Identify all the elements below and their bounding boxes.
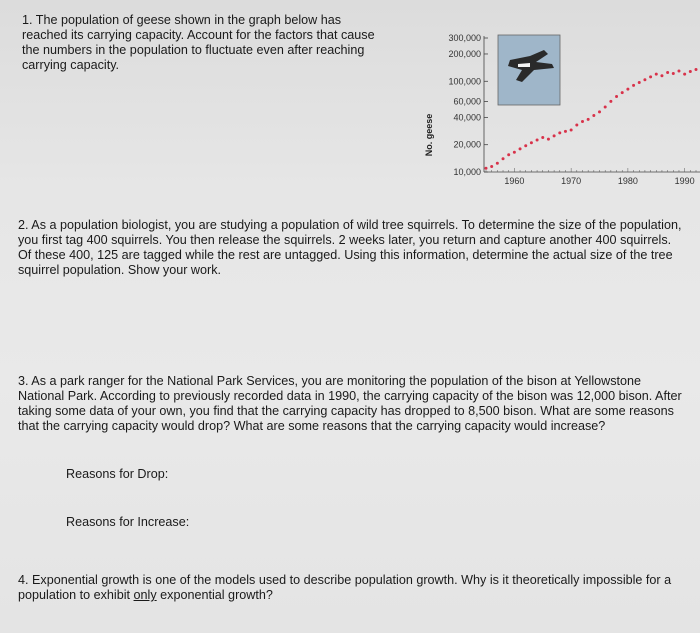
data-point [536,139,539,142]
data-point [519,147,522,150]
data-point [547,138,550,141]
x-tick-label: 1990 [674,176,695,186]
data-point [655,73,658,76]
y-axis [448,33,488,177]
data-point [507,153,510,156]
y-tick-label: 40,000 [453,112,481,123]
question-1-text: 1. The population of geese shown in the graph below has reached its carrying capacity. Account for the factors that cause the numbers in the population to fluctuate even after reaching carrying capacity. [22,13,375,72]
question-3-text: 3. As a park ranger for the National Park Services, you are monitoring the population of the bison at Yellowstone National Park. According to previously recorded data in 1990, the carrying capacity of the bison was 12,000 bison. After taking some data of your own, you find that the carrying capacity has dropped to 8,500 bison. What are some reasons that the carrying capacity would drop? What are some reasons that the carrying capacity would increase? [18,374,682,433]
question-2-text: 2. As a population biologist, you are studying a population of wild tree squirrels. To determine the size of the population, you first tag 400 squirrels. You then release the squirrels. 2 weeks later, you return and capture another 400 squirrels. Of these 400, 125 are tagged while the rest are untagged. Using this information, determine the actual size of the tree squirrel population. Show your work. [18,218,682,277]
data-point [553,134,556,137]
data-point [695,68,698,71]
data-point [587,118,590,121]
data-point [502,157,505,160]
x-axis [484,168,700,186]
data-point [615,95,618,98]
y-tick-label: 300,000 [448,33,481,43]
underlined-word: only [133,588,157,602]
geese-population-chart [418,30,700,200]
data-point [530,141,533,144]
y-axis-label: No. geese [424,113,434,157]
reasons-drop-label: Reasons for Drop: [66,467,169,481]
data-point [541,136,544,139]
x-tick-label: 1980 [617,176,638,186]
y-tick-label: 100,000 [448,76,481,87]
data-point [524,144,527,147]
goose-photo-icon [498,35,560,105]
question-4-text [18,573,678,603]
data-point [496,162,499,165]
y-tick-label: 200,000 [448,48,481,59]
data-point [570,129,573,132]
x-tick-label: 1960 [504,176,525,186]
question-4-tail: exponential growth? [156,588,273,602]
question-4-lead: 4. Exponential growth is one of the models used to describe population growth. Why is it theoretically impossible for a population to exhibit [18,573,672,602]
data-point [513,151,516,154]
data-point [677,69,680,72]
data-point [632,84,635,87]
data-point [643,78,646,81]
y-tick-label: 10,000 [453,167,481,177]
data-point [666,71,669,74]
data-point [575,123,578,126]
data-point [490,165,493,168]
data-point [558,131,561,134]
data-point [485,167,488,170]
data-point [604,106,607,109]
data-point [672,72,675,75]
data-point [609,100,612,103]
x-tick-label: 1970 [561,176,582,186]
data-point [564,130,567,133]
y-tick-label: 20,000 [453,139,481,150]
y-tick-label: 60,000 [453,96,481,107]
data-point [683,73,686,76]
data-point [660,74,663,77]
data-point [626,88,629,91]
data-point [598,110,601,113]
data-point [649,75,652,78]
data-point [621,91,624,94]
data-point [581,120,584,123]
reasons-increase-label: Reasons for Increase: [66,515,190,529]
data-point [638,81,641,84]
data-point [592,114,595,117]
data-point [689,70,692,73]
